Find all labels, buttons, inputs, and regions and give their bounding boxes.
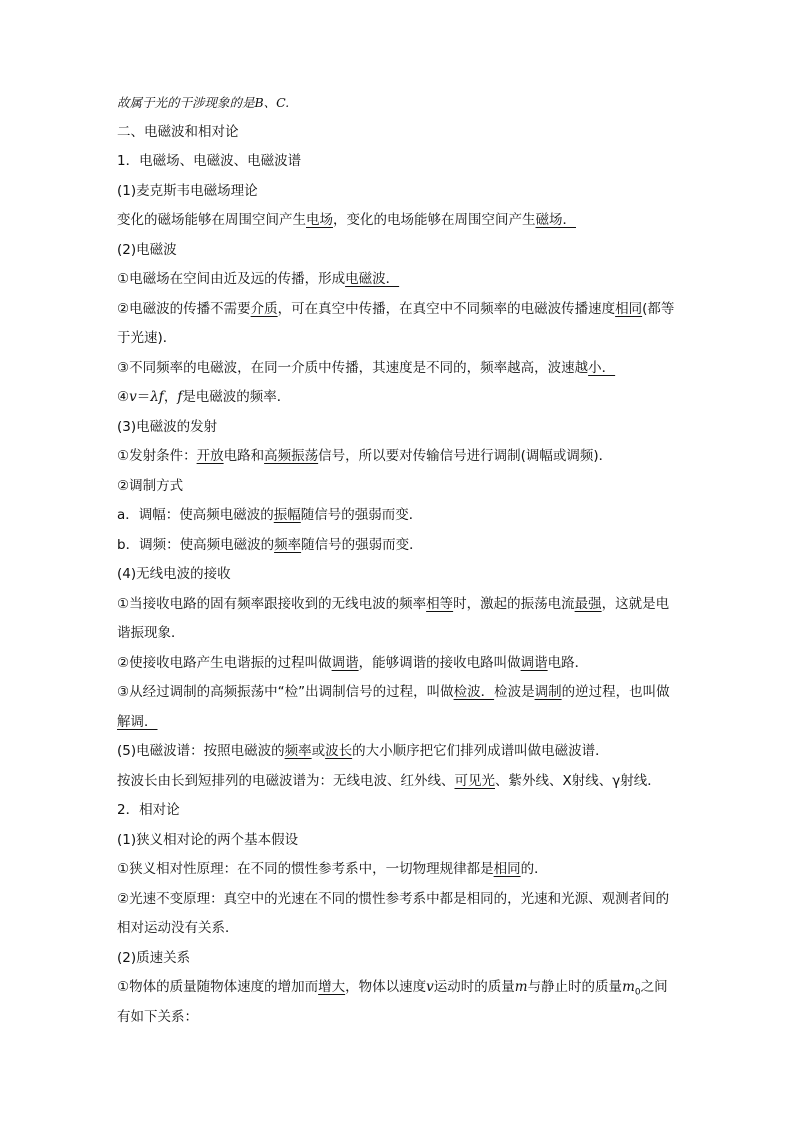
- answer-blank: 相等: [426, 595, 454, 612]
- answer-blank: 调谐: [331, 654, 359, 671]
- item-heading: (2)质速关系: [117, 949, 191, 966]
- item-heading: (2)电磁波: [117, 241, 177, 258]
- text-line: ①物体的质量随物体速度的增加而增大，物体以速度v运动时的质量m与静止时的质量$m_0$之间有如下关系：: [117, 979, 668, 1025]
- text-line: ③不同频率的电磁波，在同一介质中传播，其速度是不同的，频率越高，波速越小．: [117, 359, 616, 376]
- document-page: [117, 88, 679, 1032]
- formula-line: ④v＝λf，f是电磁波的频率．: [117, 389, 291, 405]
- text-line: a．调幅：使高频电磁波的振幅随信号的强弱而变．: [117, 507, 423, 523]
- answer-blank: 相同: [493, 861, 521, 877]
- answer-blank: 开放: [196, 448, 224, 464]
- text-line: ②光速不变原理：真空中的光速在不同的惯性参考系中都是相同的，光速和光源、观测者间的相对运动没有关系．: [117, 890, 670, 936]
- text-line: (5)电磁波谱：按照电磁波的频率或波长的大小顺序把它们排列成谱叫做电磁波谱．: [117, 743, 609, 759]
- answer-blank: 增大: [318, 979, 346, 995]
- answer-blank: 调谐: [520, 654, 548, 671]
- text-line: 变化的磁场能够在周围空间产生电场，变化的电场能够在周围空间产生磁场．: [117, 212, 576, 228]
- item-heading: (1)麦克斯韦电磁场理论: [117, 182, 258, 199]
- answer-blank: 波长: [325, 743, 353, 759]
- text-line: ①电磁场在空间由近及远的传播，形成电磁波．: [117, 271, 400, 287]
- text-line: 故属于光的干涉现象的是B、C.: [117, 95, 290, 110]
- answer-blank: 可见光: [454, 772, 495, 789]
- text-line: ②调制方式: [117, 477, 184, 494]
- item-heading: (1)狭义相对论的两个基本假设: [117, 831, 299, 848]
- subsection-heading: 1．电磁场、电磁波、电磁波谱: [117, 153, 302, 169]
- answer-blank: 介质: [250, 300, 278, 317]
- text-line: ②电磁波的传播不需要介质，可在真空中传播，在真空中不同频率的电磁波传播速度相同(都等于光速)．: [117, 300, 675, 346]
- answer-blank: 调制: [534, 684, 562, 700]
- answer-blank: 电磁波．: [345, 271, 400, 287]
- text-line: ①狭义相对性原理：在不同的惯性参考系中，一切物理规律都是相同的．: [117, 861, 548, 877]
- answer-blank: 相同: [615, 300, 643, 317]
- text-line: ③从经过调制的高频振荡中“检”出调制信号的过程，叫做检波．检波是调制的逆过程，也叫做解调．: [117, 684, 670, 730]
- item-heading: (4)无线电波的接收: [117, 566, 231, 582]
- item-heading: (3)电磁波的发射: [117, 418, 218, 435]
- answer-blank: 频率: [274, 536, 302, 553]
- text-line: ②使接收电路产生电谐振的过程叫做调谐，能够调谐的接收电路叫做调谐电路．: [117, 654, 589, 671]
- answer-blank: 振幅: [273, 507, 301, 523]
- section-heading: 二、电磁波和相对论: [117, 123, 239, 140]
- subsection-heading: 2．相对论: [117, 802, 180, 818]
- answer-blank: 高频振荡: [264, 448, 319, 464]
- answer-blank: 小．: [588, 359, 616, 376]
- text-line: ①当接收电路的固有频率跟接收到的无线电波的频率相等时，激起的振荡电流最强，这就是电谐振现象．: [117, 595, 670, 641]
- text-line: b．调频：使高频电磁波的频率随信号的强弱而变．: [117, 536, 423, 553]
- answer-blank: 检波．: [453, 684, 495, 700]
- text-line: 按波长由长到短排列的电磁波谱为：无线电波、红外线、可见光、紫外线、X射线、γ射线．: [117, 772, 661, 789]
- answer-blank: 最强: [574, 595, 602, 612]
- answer-blank: 电场: [306, 212, 333, 228]
- text-line: ①发射条件：开放电路和高频振荡信号，所以要对传输信号进行调制(调幅或调频)．: [117, 448, 613, 464]
- answer-blank: 频率: [284, 743, 312, 759]
- answer-blank: 磁场．: [535, 212, 576, 228]
- answer-blank: 解调．: [117, 713, 158, 730]
